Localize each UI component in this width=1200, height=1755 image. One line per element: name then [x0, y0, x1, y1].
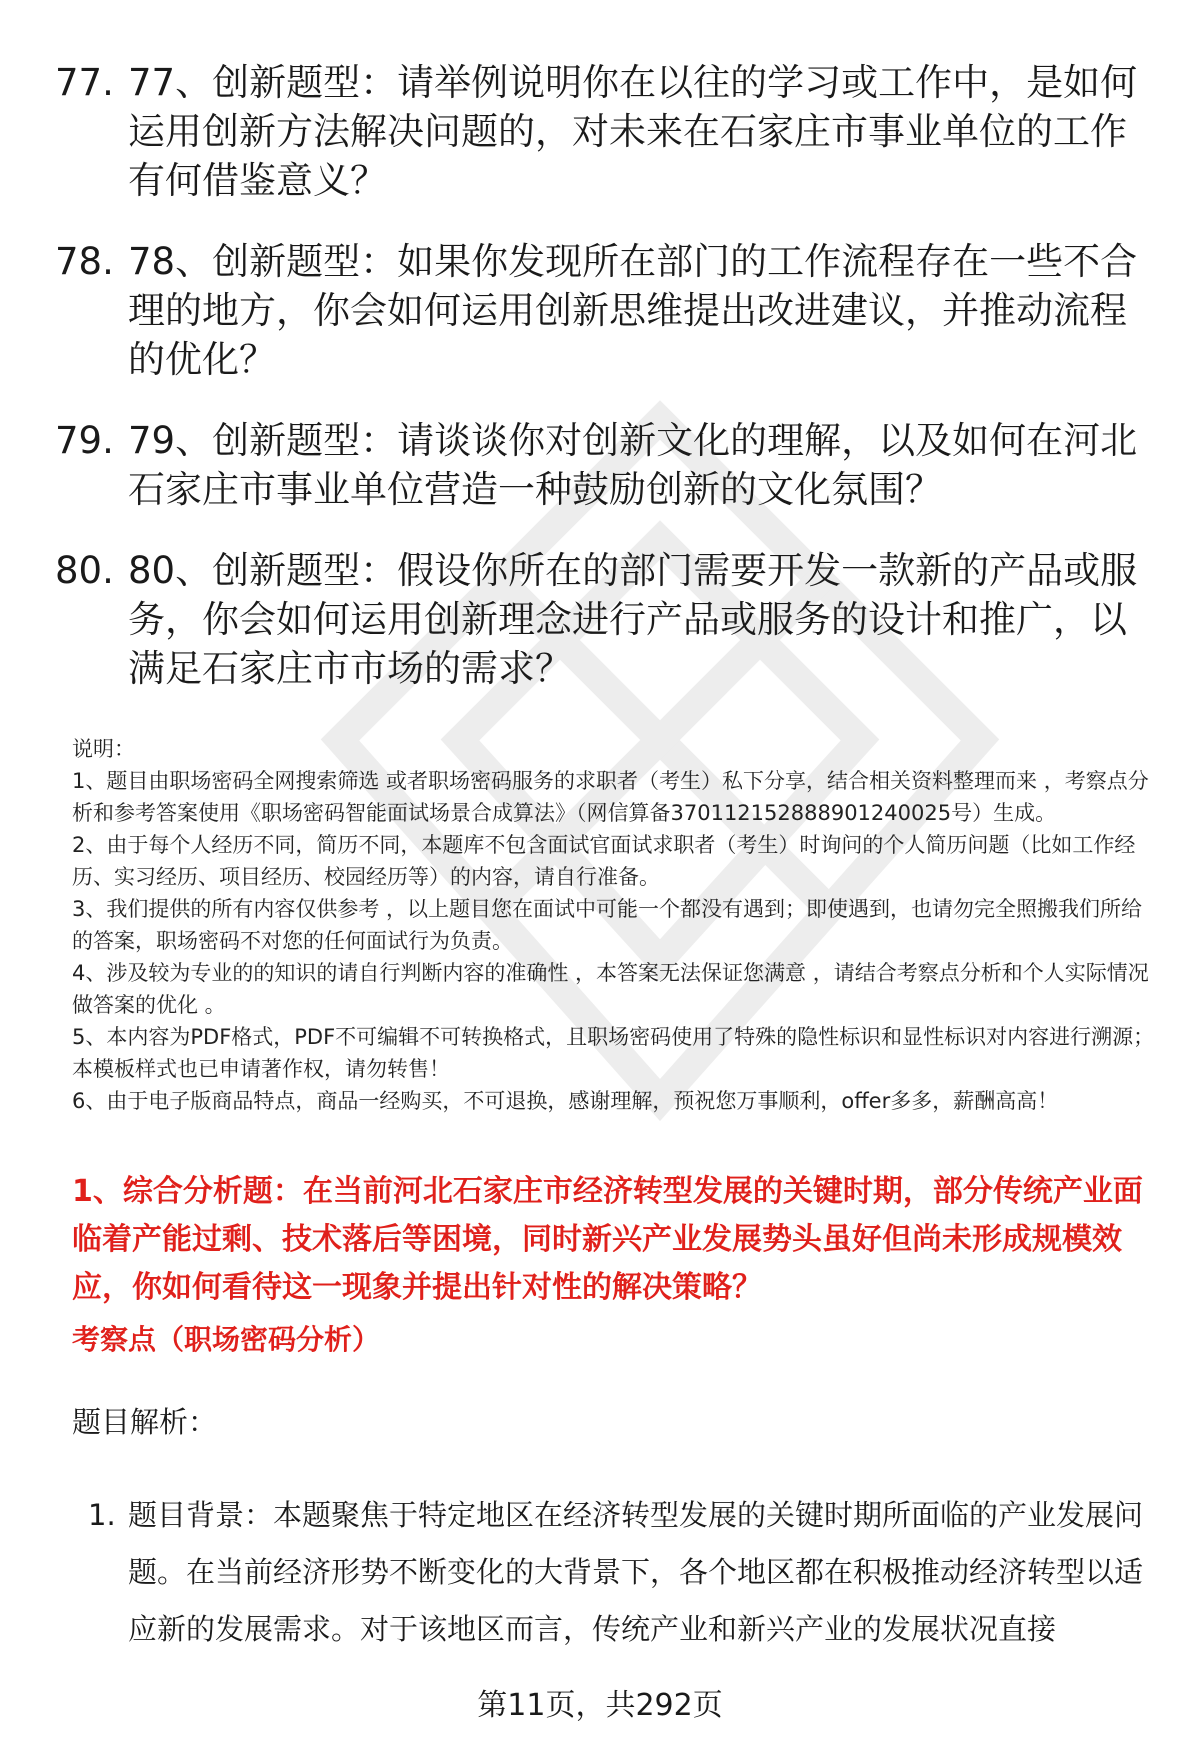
question-number: 80. [55, 549, 114, 592]
note-item: 2、由于每个人经历不同，简历不同，本题库不包含面试官面试求职者（考生）时询问的个人简历问题（比如工作经历、实习经历、项目经历、校园经历等）的内容，请自行准备。 [72, 833, 1136, 889]
section-question-title: 1、综合分析题：在当前河北石家庄市经济转型发展的关键时期，部分传统产业面临着产能过剩、技术落后等困境，同时新兴产业发展势头虽好但尚未形成规模效应，你如何看待这一现象并提出针对性的解决策略？ [72, 1174, 1143, 1305]
notes-heading: 说明： [72, 737, 135, 761]
note-item: 1、题目由职场密码全网搜索筛选 或者职场密码服务的求职者（考生）私下分享，结合相关资料整理而来 ，考察点分析和参考答案使用《职场密码智能面试场景合成算法》（网信算备370112152888901240025号）生成。 [72, 769, 1149, 825]
note-item: 5、本内容为PDF格式，PDF不可编辑不可转换格式，且职场密码使用了特殊的隐性标识和显性标识对内容进行溯源；本模板样式也已申请著作权，请勿转售！ [72, 1025, 1155, 1081]
question-number: 79. [55, 419, 114, 462]
question-item [55, 58, 1155, 205]
question-text: 77、创新题型：请举例说明你在以往的学习或工作中，是如何运用创新方法解决问题的，对未来在石家庄市事业单位的工作有何借鉴意义？ [128, 61, 1138, 202]
note-item: 6、由于电子版商品特点，商品一经购买，不可退换，感谢理解，预祝您万事顺利，offer多多，薪酬高高！ [72, 1089, 1059, 1113]
question-text: 79、创新题型：请谈谈你对创新文化的理解，以及如何在河北石家庄市事业单位营造一种鼓励创新的文化氛围？ [128, 419, 1138, 511]
analysis-label: 题目解析： [72, 1405, 218, 1439]
question-item [55, 416, 1155, 514]
note-item: 3、我们提供的所有内容仅供参考 ，以上题目您在面试中可能一个都没有遇到；即使遇到，也请勿完全照搬我们所给的答案，职场密码不对您的任何面试行为负责。 [72, 897, 1143, 953]
notes-section [72, 733, 1162, 1117]
analysis-list-item [88, 1487, 1163, 1658]
exam-point-heading: 考察点（职场密码分析） [72, 1323, 381, 1356]
analysis-item-text: 题目背景：本题聚焦于特定地区在经济转型发展的关键时期所面临的产业发展问题。在当前经济形势不断变化的大背景下，各个地区都在积极推动经济转型以适应新的发展需求。对于该地区而言，传统产业和新兴产业的发展状况直接 [128, 1498, 1144, 1646]
question-number: 77. [55, 61, 114, 104]
page-footer: 第11页，共292页 [477, 1688, 723, 1723]
question-item [55, 546, 1155, 693]
question-item [55, 237, 1155, 384]
analysis-item-number: 1. [88, 1498, 116, 1532]
question-list [55, 58, 1155, 725]
question-text: 78、创新题型：如果你发现所在部门的工作流程存在一些不合理的地方，你会如何运用创新思维提出改进建议，并推动流程的优化？ [128, 240, 1138, 381]
question-text: 80、创新题型：假设你所在的部门需要开发一款新的产品或服务，你会如何运用创新理念进行产品或服务的设计和推广，以满足石家庄市市场的需求？ [128, 549, 1138, 690]
note-item: 4、涉及较为专业的的知识的请自行判断内容的准确性 ，本答案无法保证您满意 ，请结合考察点分析和个人实际情况做答案的优化 。 [72, 961, 1149, 1017]
question-number: 78. [55, 240, 114, 283]
